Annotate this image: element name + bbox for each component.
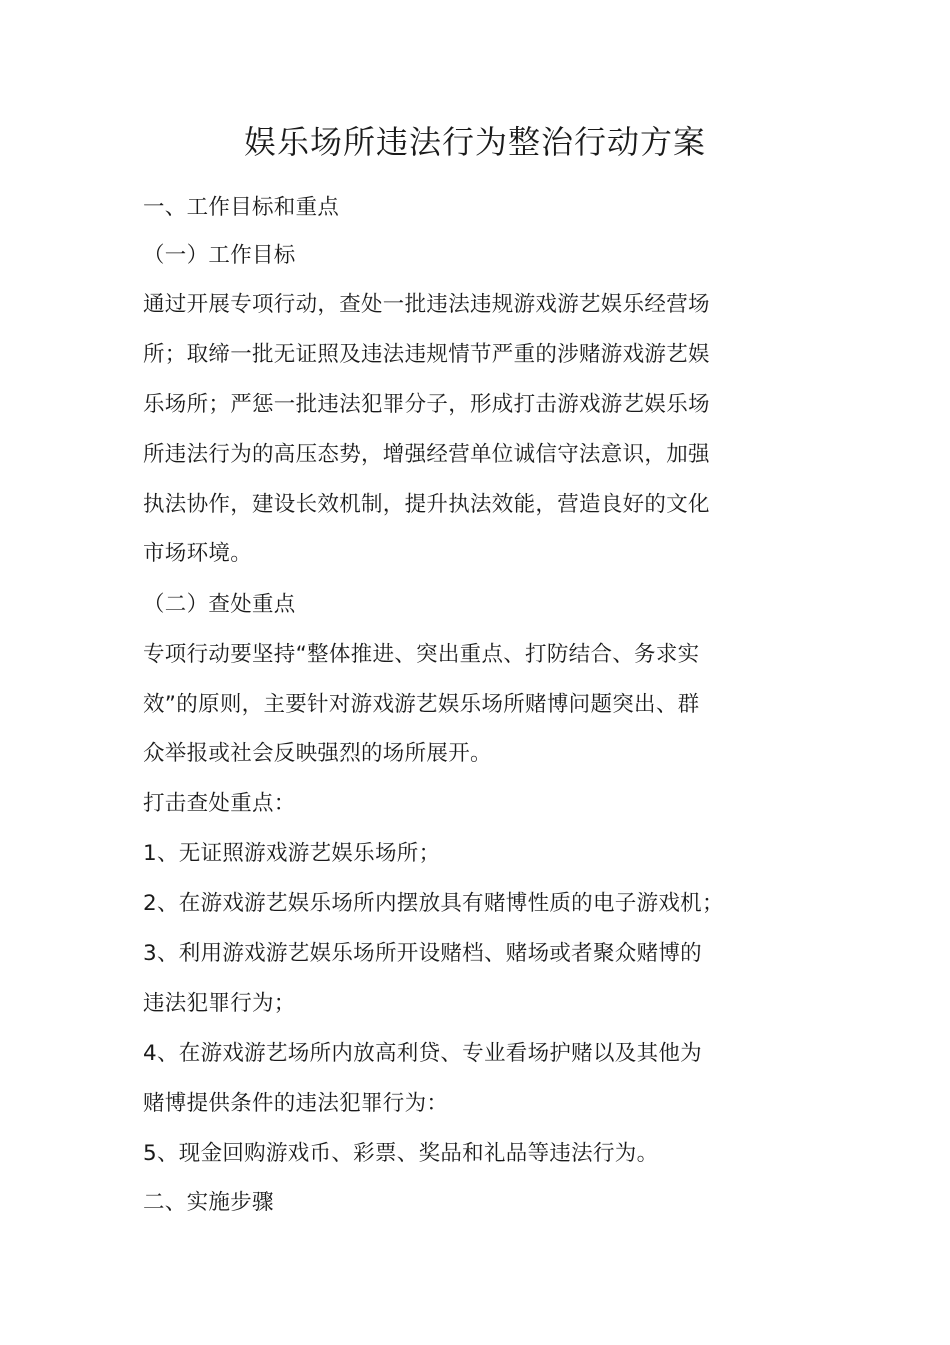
list-item: 1、无证照游戏游艺娱乐场所； <box>143 841 441 866</box>
list-item: 2、在游戏游艺娱乐场所内摆放具有赌博性质的电子游戏机； <box>143 891 724 916</box>
paragraph-line: 市场环境。 <box>143 541 253 566</box>
paragraph-line: 所违法行为的高压态势，增强经营单位诚信守法意识，加强 <box>143 442 710 467</box>
paragraph-line: 执法协作，建设长效机制，提升执法效能，营造良好的文化 <box>143 492 710 517</box>
paragraph-line: 专项行动要坚持“整体推进、突出重点、打防结合、务求实 <box>143 642 700 667</box>
paragraph-line: 效”的原则，主要针对游戏游艺娱乐场所赌博问题突出、群 <box>143 692 700 717</box>
section-heading: 一、工作目标和重点 <box>143 195 340 220</box>
list-item-continuation: 违法犯罪行为； <box>143 991 296 1016</box>
paragraph-line: 乐场所；严惩一批违法犯罪分子，形成打击游戏游艺娱乐场 <box>143 392 710 417</box>
list-item: 3、利用游戏游艺娱乐场所开设赌档、赌场或者聚众赌博的 <box>143 941 702 966</box>
list-item: 5、现金回购游戏币、彩票、奖品和礼品等违法行为。 <box>143 1141 659 1166</box>
paragraph-line: 通过开展专项行动，查处一批违法违规游戏游艺娱乐经营场 <box>143 292 710 317</box>
section-heading: 二、实施步骤 <box>143 1190 274 1215</box>
paragraph-line: 所；取缔一批无证照及违法违规情节严重的涉赌游戏游艺娱 <box>143 342 710 367</box>
list-item: 4、在游戏游艺场所内放高利贷、专业看场护赌以及其他为 <box>143 1041 702 1066</box>
paragraph-line: 打击查处重点： <box>143 791 296 816</box>
subsection-heading: （一）工作目标 <box>143 243 296 268</box>
document-title: 娱乐场所违法行为整治行动方案 <box>243 123 706 161</box>
paragraph-line: 众举报或社会反映强烈的场所展开。 <box>143 741 492 766</box>
subsection-heading: （二）查处重点 <box>143 592 296 617</box>
list-item-continuation: 赌博提供条件的违法犯罪行为： <box>143 1091 449 1116</box>
